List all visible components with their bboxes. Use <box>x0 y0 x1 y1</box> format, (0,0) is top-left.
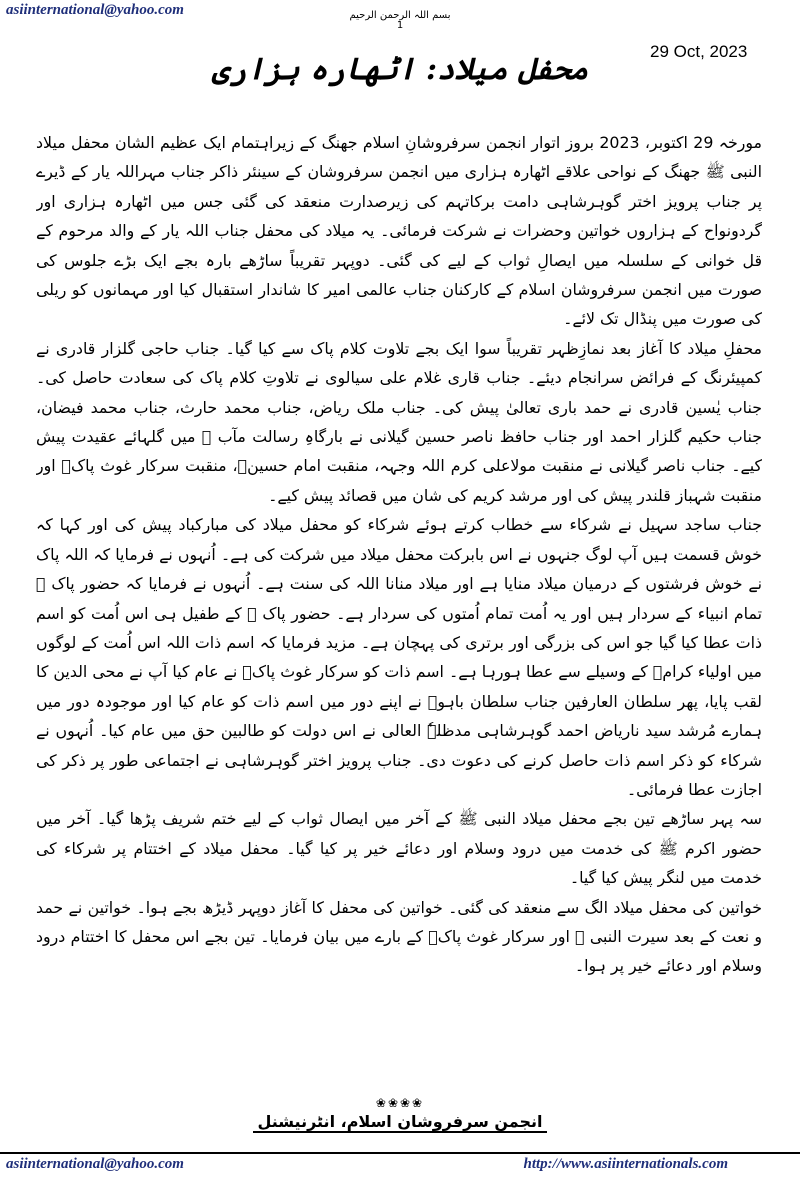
footer-email-link[interactable]: asiinternational@yahoo.com <box>6 1156 184 1172</box>
article-date: 29 Oct, 2023 <box>650 42 748 61</box>
paragraph-1: مورخہ 29 اکتوبر، 2023 بروز اتوار انجمن سرفروشانِ اسلام جھنگ کے زیراہتمام ایک عظیم الشان محفل میلاد النبی ﷺ جھنگ کے نواحی علاقے اٹھارہ ہزاری میں انجمن سرفروشان کے سینئر ذاکر جناب مہراللہ یار کے ڈیرے پر جناب پرویز اختر گوہرشاہی دامت برکاتہم کی زیرصدارت منعقد کی گئی جس میں اٹھارہ ہزاری اور گردونواح کے ہزاروں خواتین وحضرات نے شرکت فرمائی۔ یہ میلاد کی محفل جناب اللہ یار کے والد مرحوم کے قل خوانی کے سلسلہ میں ایصالِ ثواب کے لیے کی گئی۔ دوپہر تقریباً ساڑھے بارہ بجے ایک بڑے جلوس کی صورت میں انجمن سرفروشان اسلام کے کارکنان جناب عالمی امیر کا شاندار استقبال کیا اور مہمانوں کو ریلی کی صورت میں پنڈال تک لائے۔ <box>36 133 762 329</box>
decorative-stars: ❀❀❀❀ <box>375 1096 425 1110</box>
footer-website-link[interactable]: http://www.asiinternationals.com <box>523 1156 728 1172</box>
organization-name <box>0 1112 800 1131</box>
paragraph-3: جناب ساجد سہیل نے شرکاء سے خطاب کرتے ہوئے شرکاء کو محفل میلاد کی مبارکباد پیش کی اور کہا کہ خوش قسمت ہیں آپ لوگ جنہوں نے اس بابرکت محفل میلاد میں شرکت کی ہے۔ اُنہوں نے فرمایا کہ اللہ پاک نے خوش فرشتوں کے درمیان میلاد منایا ہے اور میلاد منانا اللہ کی سنت ہے۔ اُنہوں نے فرمایا کہ حضور پاک ﷺ تمام انبیاء کے سردار ہیں اور یہ اُمت تمام اُمتوں کی سردار ہے۔ حضور پاک ﷺ کے طفیل ہی اس اُمت کو اسم ذات عطا کیا گیا جو اس کی بزرگی اور برتری کی پہچان ہے۔ مزید فرمایا کہ اسم ذات اللہ اس اُمت کے لوگوں میں اولیاء کرامؒ کے وسیلے سے عطا ہورہا ہے۔ اسم ذات کو سرکار غوث پاکؒ نے عام کیا آپ نے محی الدین کا لقب پایا، پھر سلطان العارفین جناب سلطان باہوؒ نے اپنے دور میں اسم ذات کو عام کیا اور موجودہ دور میں ہمارے مُرشد سید ناریاض احمد گوہرشاہی مدظلہٗ العالی نے اس دولت کو طالبین حق میں عام کیا۔ اُنہوں نے شرکاء کو ذکر اسم ذات حاصل کرنے کی دعوت دی۔ جناب پرویز اختر گوہرشاہی نے اجتماعی طور پر ذکر کی اجازت عطا فرمائی۔ <box>36 515 762 799</box>
paragraph-4: سہ پہر ساڑھے تین بجے محفل میلاد النبی ﷺ کے آخر میں ایصال ثواب کے لیے ختم شریف پڑھا گیا۔ آخر میں حضور اکرم ﷺ کی خدمت میں درود وسلام اور دعائے خیر پر کیا گیا۔ محفل میلاد کے اختتام پر شرکاء کی خدمت میں لنگر پیش کیا گیا۔ <box>36 809 762 888</box>
bismillah-text: بسم اللہ الرحمن الرحیم <box>349 10 451 21</box>
footer-divider <box>0 1152 800 1154</box>
paragraph-2: محفلِ میلاد کا آغاز بعد نمازِظہر تقریباً سوا ایک بجے تلاوت کلام پاک سے کیا گیا۔ جناب حاجی گلزار قادری نے کمپیئرنگ کے فرائض سرانجام دیئے۔ جناب قاری غلام علی سیالوی نے تلاوتِ کلام پاک کی سعادت حاصل کی۔ جناب یٰسین قادری نے حمد باری تعالیٰ پیش کی۔ جناب ملک ریاض، جناب محمد حارث، جناب محمد فیضان، جناب حکیم گلزار احمد اور جناب حافظ ناصر حسین گیلانی نے بارگاہِ رسالت مآب ﷺ میں گلہائے عقیدت پیش کیے۔ جناب ناصر گیلانی نے منقبت مولاعلی کرم اللہ وجہہ، منقبت امام حسینؓ، منقبت سرکار غوث پاکؒ اور منقبت شہباز قلندر پیش کی اور مرشد کریم کی شان میں قصائد پیش کیے۔ <box>36 338 762 505</box>
page-number: 1 <box>396 20 404 31</box>
article-body <box>36 128 762 1088</box>
organization-label: انجمن سرفروشان اسلام، انٹرنیشنل <box>253 1112 546 1133</box>
header-email-link[interactable]: asiinternational@yahoo.com <box>6 2 184 18</box>
paragraph-5: خواتین کی محفل میلاد الگ سے منعقد کی گئی۔ خواتین کی محفل کا آغاز دوپہر ڈیڑھ بجے ہوا۔ خواتین نے حمد و نعت کے بعد سیرت النبی ﷺ اور سرکار غوث پاکؒ کے بارے میں بیان فرمایا۔ تین بجے اس محفل کا اختتام درود وسلام اور دعائے خیر پر ہوا۔ <box>36 897 762 976</box>
article-title: محفل میلاد: اٹھارہ ہزاری <box>211 52 589 87</box>
